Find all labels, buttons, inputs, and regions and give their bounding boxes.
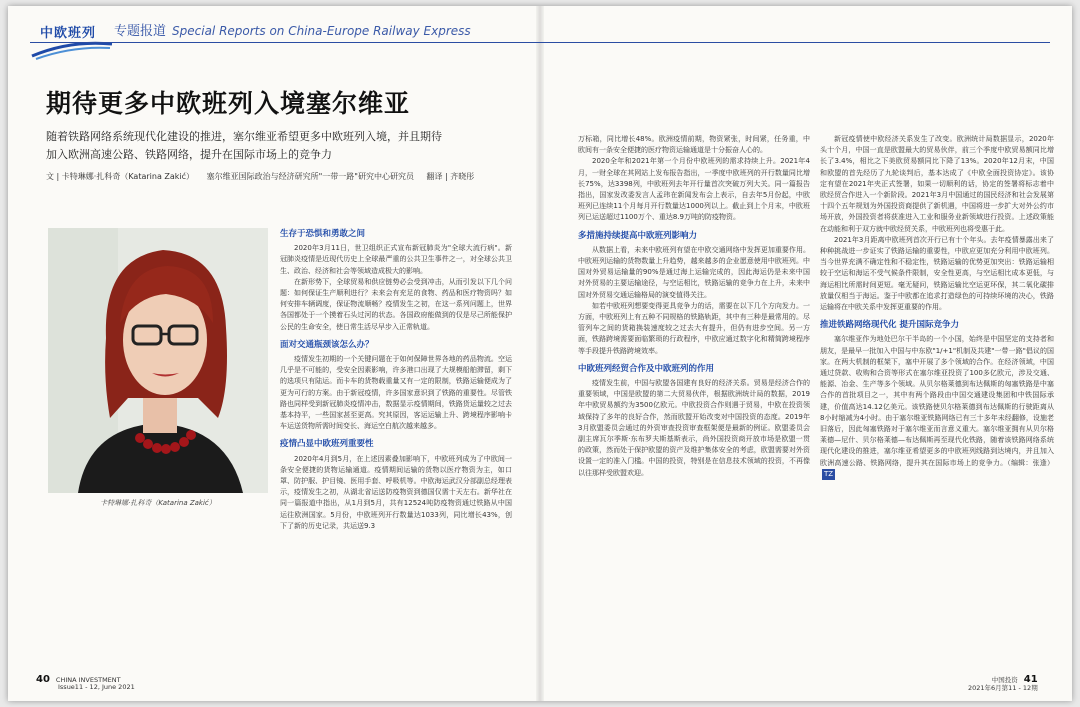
article-subtitle: 随着铁路网络系统现代化建设的推进，塞尔维亚希望更多中欧班列入境，并且期待加入欧洲高速公路、铁路网络，提升在国际市场上的竞争力 — [46, 130, 442, 161]
issue-en: Issue11 - 12, June 2021 — [58, 683, 135, 691]
magazine-name-cn: 中国投资 — [991, 676, 1018, 684]
subheading-traffic-bottleneck: 面对交通瓶颈该怎么办？ — [280, 339, 374, 350]
section-header — [114, 20, 471, 39]
subheading-fear-courage: 生存于恐惧和勇敢之间 — [280, 229, 366, 239]
author: 文 | 卡特琳娜·扎科奇（Katarina Zakić） — [46, 172, 195, 181]
paragraph: 疫情发生初期的一个关键问题在于如何保障世界各地的药品物流。空运几乎是不可能的，受安全因素影响，许多港口出现了大规模船舶滞留，剩下的选项只有陆运。而卡车的货物载重量又有一定的限制，铁路运输便成为了更为可行的方案。由于新冠疫情，许多国家意识到了铁路的重要性。尽管铁路也同样受到新冠肺炎疫情冲击，数据显示疫情期间，铁路货运量较之过去基本持平，一些国家甚至更高。究其原因，客运运输上升、跨境程序影响卡车运送货物所需时间变长、海运空白航次越来越多。 — [280, 355, 512, 431]
paragraph: 2020全年和2021年第一个月份中欧班列的需求持续上升。2021年4月，一财全球在其网站上发布报告指出，一季度中欧班列的开行数量同比增长75%，达3398列，中欧班列去年开行量首次突破万列大关。同一篇报告指出，国家发改委发言人孟玮在新闻发布会上表示，自去年5月份起，中欧班列已连续11个月每月开行数量达1000列以上。截止到上个月末，中欧班列已运送超过1100万个、重达8.9万吨的防疫物资。 — [578, 157, 810, 222]
header-rule — [30, 42, 1050, 43]
subheading-trade-cooperation: 中欧班列经贸合作及中欧班列的作用 — [578, 363, 715, 374]
paragraph: 从数据上看，未来中欧班列有望在中欧交通网络中发挥更加重要作用。中欧班列运输的货物数量上升趋势，越来越多的企业愿意使用中欧班列。中国对外贸易运输量的90%是通过海上运输完成的，因此海运仍是未来中国对外贸易的主要运输途径，与空运相比，铁路运输的竞争力在上升，未来中国对外贸易交通运输格局的演变值得关注。 — [578, 245, 810, 299]
paragraph-text: 塞尔维亚作为地处巴尔干半岛的一个小国，始终是中国坚定的支持者和朋友，是最早一批加入中国与中东欧"1/+1"机制及共建"一带一路"倡议的国家。在两大机制的框架下，塞中开展了多个领域的合作。在经济领域，中国通过贷款、收购和合资等形式在塞尔维亚投资了100多亿欧元，涉及交通、能源、冶金、生产等多个领域。从贝尔格莱德到布达佩斯的匈塞铁路是中塞合作的首批项目之一，其中有两个路段由中国交通建设集团和中铁国际承建，价值高达14.12亿美元。该铁路使贝尔格莱德到布达佩斯的行驶距离从8小时缩减为4小时。由于塞尔维亚铁路网络已有三十多年未经翻修，设施老旧落后，因此匈塞铁路对于塞尔维亚而言意义重大。塞尔维亚拥有从贝尔格莱德—尼什、贝尔格莱德—布达佩斯再至现代化铁路，随着该铁路网络系统现代化建设的推进，塞尔维亚希望更多的中欧班列线路到达境内，并且加入欧洲高速公路、铁路网络，提升其在国际市场上的竞争力。（编辑：张逢） — [820, 335, 1054, 467]
subheading-rail-modernization: 推进铁路网络现代化 提升国际竞争力 — [820, 320, 959, 331]
magazine-spread — [8, 6, 1072, 701]
logo-text: 中欧班列 — [40, 26, 97, 41]
paragraph: 万标箱，同比增长48%。欧洲疫情前期，物资紧张，时间紧，任务重，中欧间有一条安全便捷的医疗物资运输通道是十分振奋人心的。 — [578, 135, 810, 155]
portrait-illustration — [48, 228, 268, 493]
text-column-1 — [280, 226, 512, 688]
issue-cn: 2021年6月第11 - 12期 — [968, 684, 1038, 692]
paragraph: 新冠疫情使中欧经济关系发生了改变。欧洲统计局数据显示，2020年头十个月，中国一直是欧盟最大的贸易伙伴，前三个季度中欧贸易额同比增长了3.4%，相比之下美欧贸易额同比下降了13%。2020年12月末，中国和欧盟的首先经历了九轮谈判后，基本达成了《中欧全面投资协定》。该协定有望在2021年夹正式签署，如果一切顺利的话，协定的签署将标志着中欧经贸合作进入一个新阶段。2021年3月中国通过的国民经济和社会发展第十四个五年规划为外国投资商提供了新机遇，中国将进一步扩大对外公约市场开放，外国投资者将获准进入工业和服务业新领域进行投资。上述政策能在动能和利于双方就中欧经贸关系，中欧班列也将受惠于此。 — [820, 135, 1054, 233]
text-column-2 — [578, 134, 810, 688]
paragraph: 2020年3月11日，世卫组织正式宣布新冠肺炎为"全球大流行病"。新冠肺炎疫情是近现代历史上全球最严重的公共卫生事件之一，对全球公共卫生、政治、经济和社会等领域造成极大的影响。 — [280, 244, 512, 275]
page-number-left: 40 — [36, 674, 50, 685]
page-number-right: 41 — [1023, 674, 1038, 685]
section-title-en: Special Reports on China-Europe Railway Express — [172, 24, 471, 38]
section-logo — [30, 20, 114, 60]
byline — [46, 171, 484, 182]
paragraph: 在新形势下，全球贸易和供应链势必会受到冲击，从而引发以下几个问题：如何保证生产顺利进行？未来会有充足的食物、药品和医疗物资吗？如何安排车辆调度，保证物流顺畅？疫情发生之初，在这一系列问题上，世界各国都处于一个摸着石头过河的状态。各国政府能做到的仅是尽己所能保护公民的生命安全，使日常生活尽早步入正常轨道。 — [280, 277, 512, 331]
magazine-name-en: CHINA INVESTMENT — [55, 676, 121, 684]
text-column-3 — [820, 134, 1054, 688]
translator: 翻译 | 齐晓彤 — [426, 172, 475, 181]
paragraph — [820, 334, 1054, 480]
paragraph: 2021年3月距离中欧班列首次开行已有十个年头。去年疫情暴露出来了种种挑战进一步证实了铁路运输的重要性，中欧应更加充分利用中欧班列。当今世界充满不确定性和不稳定性，铁路运输的优势更加突出：铁路运输相较于空运和海运不受气候条件限制，安全性更高，与空运相比成本更低，与海运相比所需时间更短。毫无疑问，铁路运输比空运更环保，其二氧化碳排放量仅相当于海运。鉴于中欧都在追求打造绿色的可持续环境的决心，铁路运输将在中欧关系中发挥更重要的作用。 — [820, 235, 1054, 312]
photo-caption: 卡特琳娜·扎科奇（Katarina Zakić） — [100, 499, 216, 507]
footer-right — [968, 674, 1038, 692]
paragraph: 疫情发生前，中国与欧盟各国建有良好的经济关系。贸易是经济合作的重要领域，中国是欧盟的第二大贸易伙伴，根据欧洲统计局的数据，2019年中欧贸易额约为3500亿欧元。中欧投资合作则遇于贸易，中欧在投资领域保持了多年的良好合作，然而欧盟开始改变对中国投资的态度。2019年3月欧盟委员会通过的外资审查投资审查框架便是最新的例证。欧盟委员会副主席瓦尔季斯·东布罗夫斯基斯表示，尚外国投资商开放市场是欧盟一贯的政策，然而处于保护欧盟的资产及维护集体安全的考虑，欧盟需要对外资设置一定的准入门槛。中国的投资，特别是在信息技术领域的投资，不再像以往那样受欧盟欢迎。 — [578, 379, 810, 477]
author-photo — [48, 228, 268, 493]
end-mark: TZ — [822, 469, 835, 480]
subheading-rail-importance: 疫情凸显中欧班列重要性 — [280, 439, 374, 450]
author-affiliation: 塞尔维亚国际政治与经济研究所"一带一路"研究中心研究员 — [206, 172, 414, 181]
page-gutter — [536, 6, 544, 701]
footer-left — [36, 674, 135, 691]
paragraph: 如若中欧班列想要变得更具竞争力的话，需要在以下几个方向发力。一方面，中欧班列上有五种不同规格的铁路轨距，其中有三种是最常用的。尽管列车之间的货箱换装速度较之过去大有提升，但仍有进步空间。另一方面，铁路跨境需要面临繁琐的行政程序，中欧应通过数字化和精简跨境程序等手段提升铁路跨境效率。 — [578, 301, 810, 355]
section-title-cn: 专题报道 — [114, 24, 167, 39]
paragraph: 2020年4月到5月，在上述因素叠加影响下，中欧班列成为了中欧间一条安全便捷的货物运输通道。疫情期间运输的货物以医疗物资为主，如口罩、防护服、护目镜、医用手套、呼吸机等。中欧海运武汉分部副总经理表示，疫情发生之初，从湖北省运送防疫物资到德国仅需十天左右。新华社在同一篇报道中指出，从1月到5月，共有12524吨防疫物资通过铁路从中国运往欧洲国家。5月份，中欧班列开行数量达1033列，同比增长43%，创下了新的历史记录，共运送9.3 — [280, 454, 512, 530]
subheading-multiple-measures: 多措施持续提高中欧班列影响力 — [578, 230, 698, 241]
article-title: 期待更多中欧班列入境塞尔维亚 — [46, 89, 411, 118]
